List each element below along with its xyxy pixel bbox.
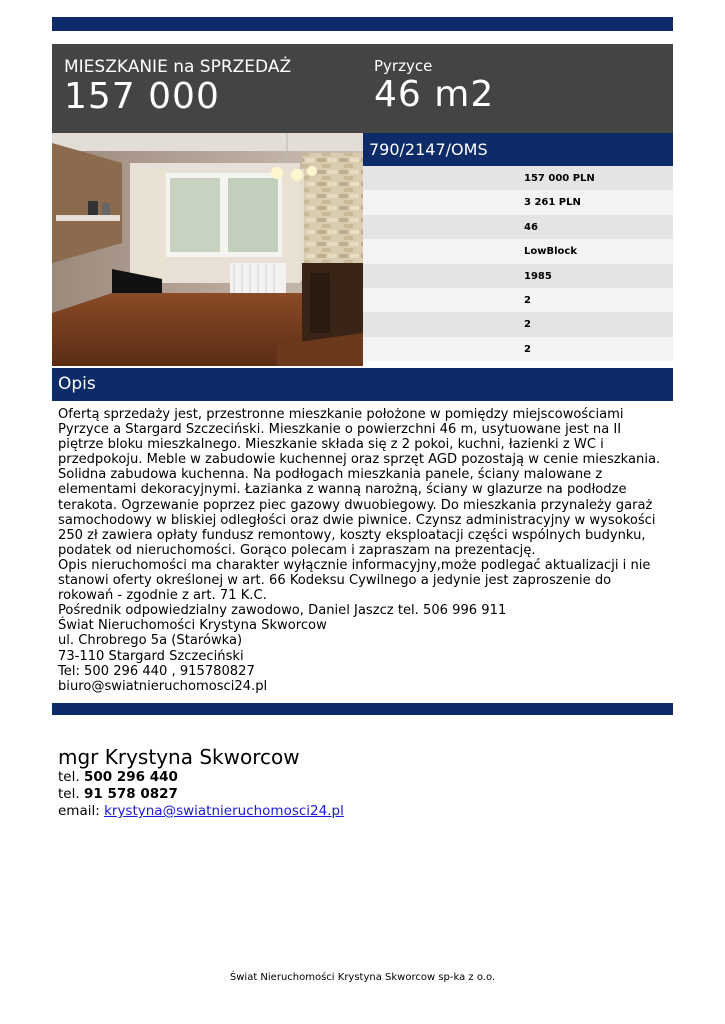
details-row xyxy=(363,312,673,336)
apartment-photo xyxy=(52,133,363,366)
agency-city-line: 73-110 Stargard Szczeciński xyxy=(58,648,244,664)
email-label: email: xyxy=(58,803,100,819)
phone-number: 500 296 440 xyxy=(83,769,178,785)
details-row xyxy=(363,288,673,312)
details-row xyxy=(363,337,673,361)
agent-contact xyxy=(58,745,344,820)
agent-email xyxy=(58,803,344,820)
disclaimer-paragraph: Opis nieruchomości ma charakter wyłącznie informacyjny,może podlegać aktualizacji i nie stanowi oferty określonej w art. 66 Kodeksu Cywilnego a jedynie jest zaproszenie do rokowań - zgodnie z art. 71 K.C. xyxy=(58,557,651,604)
agency-name-line: Świat Nieruchomości Krystyna Skworcow xyxy=(58,618,327,634)
details-value: 3 261 PLN xyxy=(524,197,581,209)
listing-city: Pyrzyce xyxy=(374,57,433,75)
agent-name: mgr Krystyna Skworcow xyxy=(58,745,300,769)
details-value: 2 xyxy=(524,343,531,355)
details-row xyxy=(363,166,673,190)
agent-phone-1 xyxy=(58,769,344,786)
details-value: 157 000 PLN xyxy=(524,173,595,184)
email-link[interactable]: krystyna@swiatnieruchomosci24.pl xyxy=(104,803,344,819)
details-value: 46 xyxy=(524,221,538,233)
description-paragraph: Ofertą sprzedaży jest, przestronne mieszkanie położone w pomiędzy miejscowościami Pyrzyce a Stargard Szczeciński. Mieszkanie o powierzchni 46 m, usytuowane jest na II piętrze bloku mieszkalnego. Mieszkanie składa się z 2 pokoi, kuchni, łazienki z WC i przedpokoju. Meble w zabudowie kuchennej oraz sprzęt AGD pozostają w cenie mieszkania. Solidna zabudowa kuchenna. Na podłogach mieszkania panele, ściany malowane z elementami dekoracyjnymi. Łazianka z wanną narożną, ściany w glazurze na podłodze terakota. Ogrzewanie poprzez piec gazowy dwuobiegowy. Do mieszkania przynależy garaż samochodowy w bliskiej odległości oraz dwie piwnice. Czynsz administracyjny w wysokości 250 zł zawiera opłaty fundusz remontowy, koszty eksploatacji części wspólnych budynku, podatek od nieruchomości. Gorąco polecam i zapraszam na prezentację. xyxy=(58,407,661,558)
description-heading: Opis xyxy=(58,374,96,394)
agency-email-line: biuro@swiatnieruchomosci24.pl xyxy=(58,678,268,694)
page-footer: Świat Nieruchomości Krystyna Skworcow sp-ka z o.o. xyxy=(229,972,496,983)
details-value: 1985 xyxy=(524,270,552,282)
agency-phone-line: Tel: 500 296 440 , 915780827 xyxy=(58,663,255,679)
reference-number-bar xyxy=(363,133,673,166)
agency-street-line: ul. Chrobrego 5a (Starówka) xyxy=(58,633,243,649)
reference-number: 790/2147/OMS xyxy=(369,140,488,159)
description-text xyxy=(58,407,670,694)
responsible-agent-line: Pośrednik odpowiedzialny zawodowo, Daniel Jaszcz tel. 506 996 911 xyxy=(58,603,507,619)
details-row xyxy=(363,239,673,263)
details-row xyxy=(363,190,673,214)
bottom-accent-bar xyxy=(52,703,673,715)
details-row xyxy=(363,215,673,239)
description-heading-bar xyxy=(52,368,673,401)
details-table xyxy=(363,166,673,361)
details-value: 2 xyxy=(524,319,531,331)
agent-phone-2 xyxy=(58,786,344,803)
details-value: 2 xyxy=(524,294,531,306)
details-value: LowBlock xyxy=(524,246,577,258)
listing-area: 46 m2 xyxy=(374,74,495,115)
phone-label: tel. xyxy=(58,786,80,802)
phone-label: tel. xyxy=(58,769,80,785)
listing-type-heading: MIESZKANIE na SPRZEDAŻ xyxy=(64,57,292,77)
details-row xyxy=(363,264,673,288)
listing-price: 157 000 xyxy=(64,76,220,117)
phone-number: 91 578 0827 xyxy=(83,786,178,802)
listing-header xyxy=(52,44,673,133)
top-accent-bar xyxy=(52,17,673,31)
